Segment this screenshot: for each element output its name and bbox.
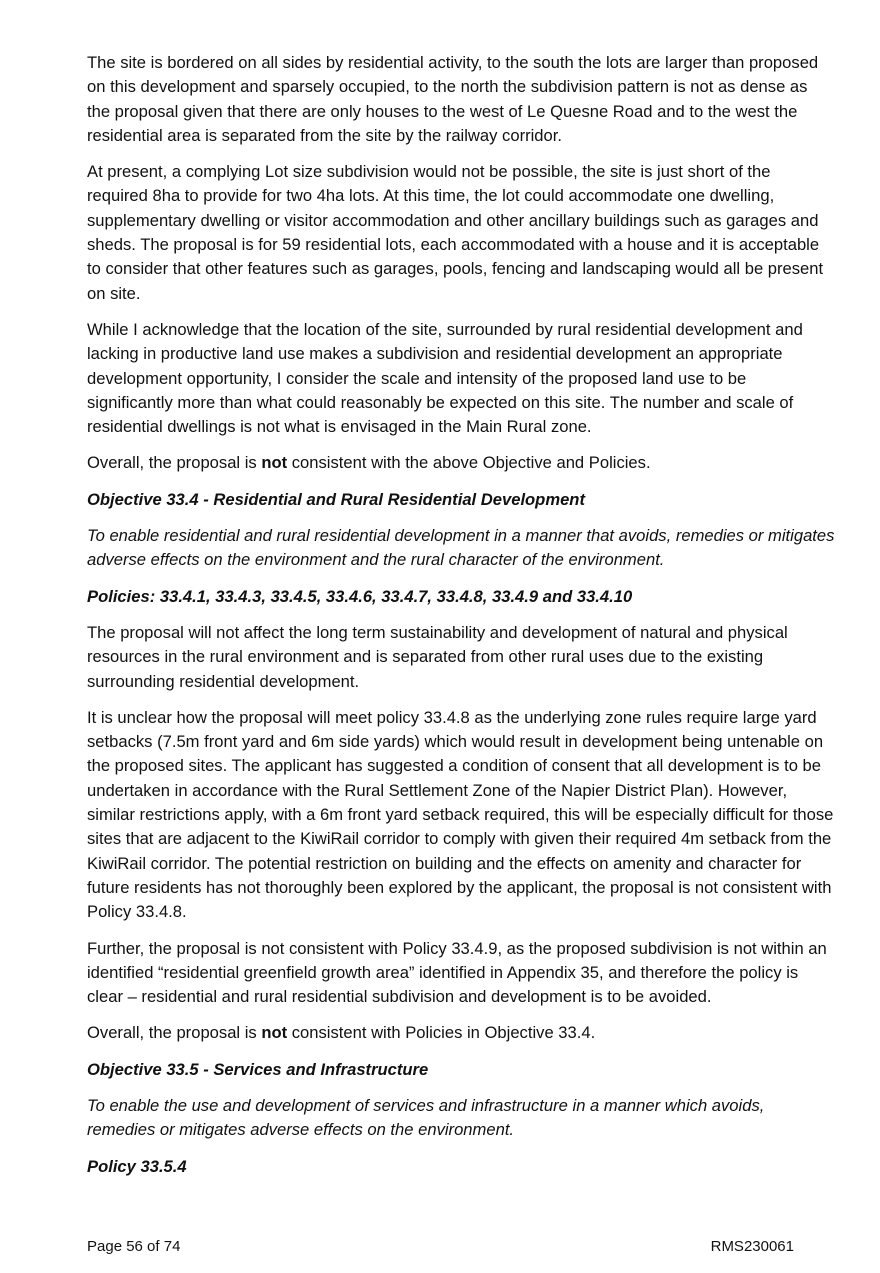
paragraph-site-boundaries: The site is bordered on all sides by residential activity, to the south the lots are larger than proposed on this development and sparsely occupied, to the north the subdivision pattern is not as dense as the proposal given that there are only houses to the west of Le Quesne Road and to the west the residential area is separated from the site by the railway corridor. [87,53,819,145]
paragraph-overall-policies [87,1021,835,1045]
text-run: Overall, the proposal is [87,1023,262,1043]
paragraph-policy-33-4-9: Further, the proposal is not consistent with Policy 33.4.9, as the proposed subdivision is not within an identified “residential greenfield growth area” identified in Appendix 35, and therefore the policy is clear – residential and rural residential subdivision and development is to be avoided. [87,938,827,1007]
document-body [87,51,835,1191]
text-run: consistent with Policies in Objective 33.4. [287,1023,596,1043]
page-number: Page 56 of 74 [87,1238,181,1255]
page-footer [87,1237,794,1257]
heading-policies-33-4: Policies: 33.4.1, 33.4.3, 33.4.5, 33.4.6, 33.4.7, 33.4.8, 33.4.9 and 33.4.10 [87,586,633,606]
paragraph-lot-size: At present, a complying Lot size subdivision would not be possible, the site is just short of the required 8ha to provide for two 4ha lots. At this time, the lot could accommodate one dwelling, supplementary dwelling or visitor accommodation and other ancillary buildings such as garages and sheds. The proposal is for 59 residential lots, each accommodated with a house and it is acceptable to consider that other features such as garages, pools, fencing and landscaping would all be present on site. [87,162,824,303]
paragraph-scale-intensity: While I acknowledge that the location of the site, surrounded by rural residential development and lacking in productive land use makes a subdivision and residential development an appropriate development opportunity, I consider the scale and intensity of the proposed land use to be significantly more than what could reasonably be expected on this site. The number and scale of residential dwellings is not what is envisaged in the Main Rural zone. [87,319,803,437]
text-run: Overall, the proposal is [87,453,262,473]
text-run: consistent with the above Objective and Policies. [287,453,651,473]
heading-policy-33-5-4: Policy 33.5.4 [87,1156,187,1176]
heading-objective-33-5: Objective 33.5 - Services and Infrastructure [87,1059,429,1079]
emphasis-not: not [261,1023,288,1043]
paragraph-policy-33-4-8: It is unclear how the proposal will meet policy 33.4.8 as the underlying zone rules require large yard setbacks (7.5m front yard and 6m side yards) which would result in development being untenable on the proposed sites. The applicant has suggested a condition of consent that all development is to be undertaken in accordance with the Rural Settlement Zone of the Napier District Plan). However, similar restrictions apply, with a 6m front yard setback required, this will be especially difficult for those sites that are adjacent to the KiwiRail corridor to comply with given their required 4m setback from the KiwiRail corridor. The potential restriction on building and the effects on amenity and character for future residents has not thoroughly been explored by the applicant, the proposal is not consistent with Policy 33.4.8. [87,707,834,922]
objective-33-4-statement: To enable residential and rural residential development in a manner that avoids, remedies or mitigates adverse effects on the environment and the rural character of the environment. [87,526,835,570]
paragraph-sustainability: The proposal will not affect the long term sustainability and development of natural and physical resources in the rural environment and is separated from other rural uses due to the existing surrounding residential development. [87,622,788,691]
heading-objective-33-4: Objective 33.4 - Residential and Rural Residential Development [87,489,585,509]
objective-33-5-statement: To enable the use and development of services and infrastructure in a manner which avoids, remedies or mitigates adverse effects on the environment. [87,1095,765,1140]
emphasis-not: not [261,453,288,473]
document-reference: RMS230061 [710,1238,794,1255]
paragraph-overall-objective [87,451,835,475]
